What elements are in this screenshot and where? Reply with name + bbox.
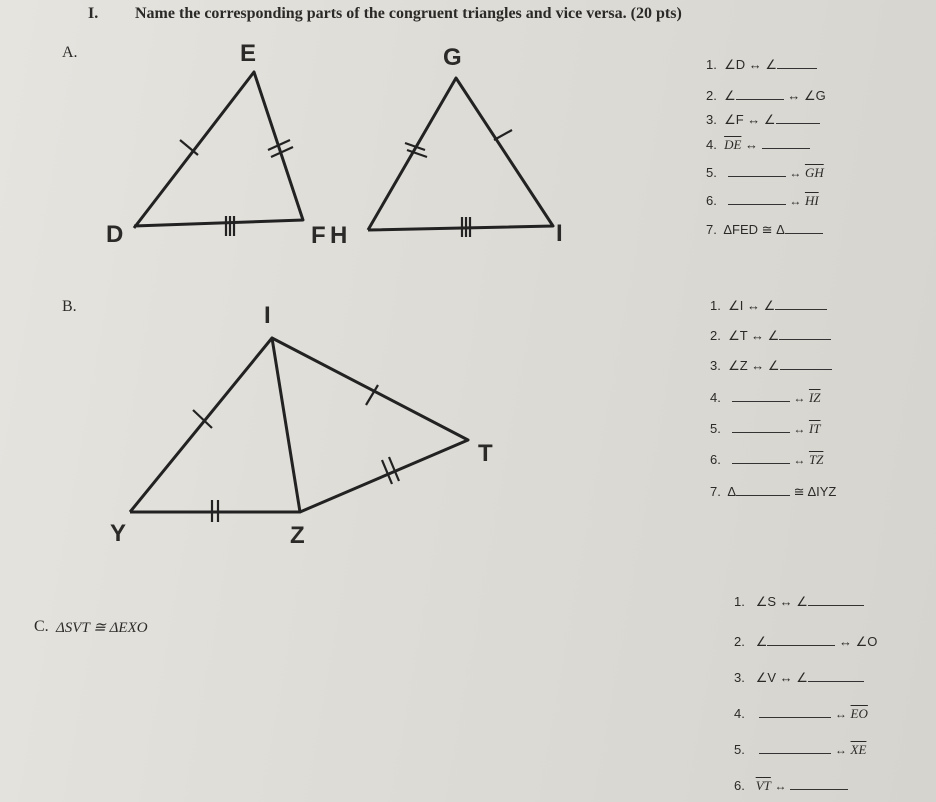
triangle-izt	[272, 338, 468, 512]
c-item-3: 3. ∠V ↔ ∠	[734, 670, 864, 686]
vertex-i: I	[556, 220, 563, 247]
section-c-label: C.	[34, 618, 49, 635]
c-item-6: 6. $\overline{VT}$ ↔	[734, 778, 848, 794]
triangle-def	[134, 72, 303, 228]
question-instruction: Name the corresponding parts of the congruent triangles and vice versa. (20 pts)	[135, 5, 682, 22]
vertex-i-b: I	[264, 302, 271, 329]
section-b-label: B.	[62, 298, 77, 315]
b-item-7: 7. Δ ≅ ΔIYZ	[710, 484, 837, 499]
answer-blank[interactable]	[775, 308, 827, 310]
answer-blank[interactable]	[808, 604, 864, 606]
a-item-7: 7. ΔFED ≅ Δ	[706, 222, 823, 238]
triangle-ghi	[368, 78, 553, 230]
answer-blank[interactable]	[808, 680, 864, 682]
a-item-5: 5. ↔ $\overline{GH}$	[706, 165, 824, 180]
answer-blank[interactable]	[767, 644, 835, 646]
answer-blank[interactable]	[736, 98, 784, 100]
c-item-2: 2. ∠ ↔ ∠O	[734, 634, 878, 649]
vertex-f: F	[311, 222, 326, 249]
answer-blank[interactable]	[732, 462, 790, 464]
vertex-g: G	[443, 44, 462, 71]
congruence-ticks-b	[193, 385, 399, 522]
vertex-y: Y	[110, 520, 127, 547]
b-item-3: 3. ∠Z ↔ ∠	[710, 358, 832, 374]
answer-blank[interactable]	[728, 175, 786, 177]
answer-blank[interactable]	[776, 122, 820, 124]
c-item-5: 5. ↔ $\overline{XE}$	[734, 742, 867, 757]
answer-blank[interactable]	[736, 494, 790, 496]
a-item-1: 1. ∠D ↔ ∠	[706, 57, 817, 73]
a-item-2: 2. ∠ ↔ ∠G	[706, 88, 826, 103]
congruence-ticks-a	[180, 130, 512, 237]
vertex-e: E	[240, 40, 257, 67]
answer-blank[interactable]	[790, 788, 848, 790]
question-number: I.	[88, 5, 99, 22]
b-item-6: 6. ↔ $\overline{TZ}$	[710, 452, 824, 467]
vertex-h: H	[330, 222, 348, 249]
a-item-3: 3. ∠F ↔ ∠	[706, 112, 820, 128]
answer-blank[interactable]	[732, 431, 790, 433]
b-item-1: 1. ∠I ↔ ∠	[710, 298, 827, 314]
b-item-2: 2. ∠T ↔ ∠	[710, 328, 831, 344]
triangle-iyz	[130, 338, 300, 512]
a-item-4: 4. $\overline{DE}$ ↔	[706, 137, 810, 153]
answer-blank[interactable]	[759, 752, 831, 754]
b-item-4: 4. ↔ $\overline{IZ}$	[710, 390, 821, 405]
section-c-statement: ΔSVT ≅ ΔEXO	[56, 620, 148, 636]
answer-blank[interactable]	[785, 232, 823, 234]
b-item-5: 5. ↔ $\overline{IT}$	[710, 421, 821, 436]
answer-blank[interactable]	[780, 368, 832, 370]
answer-blank[interactable]	[759, 716, 831, 718]
vertex-d: D	[106, 221, 124, 248]
vertex-t: T	[478, 440, 493, 467]
answer-blank[interactable]	[728, 203, 786, 205]
vertex-z: Z	[290, 522, 305, 549]
c-item-4: 4. ↔ $\overline{EO}$	[734, 706, 868, 721]
answer-blank[interactable]	[732, 400, 790, 402]
answer-blank[interactable]	[779, 338, 831, 340]
section-a-label: A.	[62, 44, 78, 61]
answer-blank[interactable]	[777, 67, 817, 69]
answer-blank[interactable]	[762, 147, 810, 149]
c-item-1: 1. ∠S ↔ ∠	[734, 594, 864, 610]
a-item-6: 6. ↔ $\overline{HI}$	[706, 193, 819, 208]
